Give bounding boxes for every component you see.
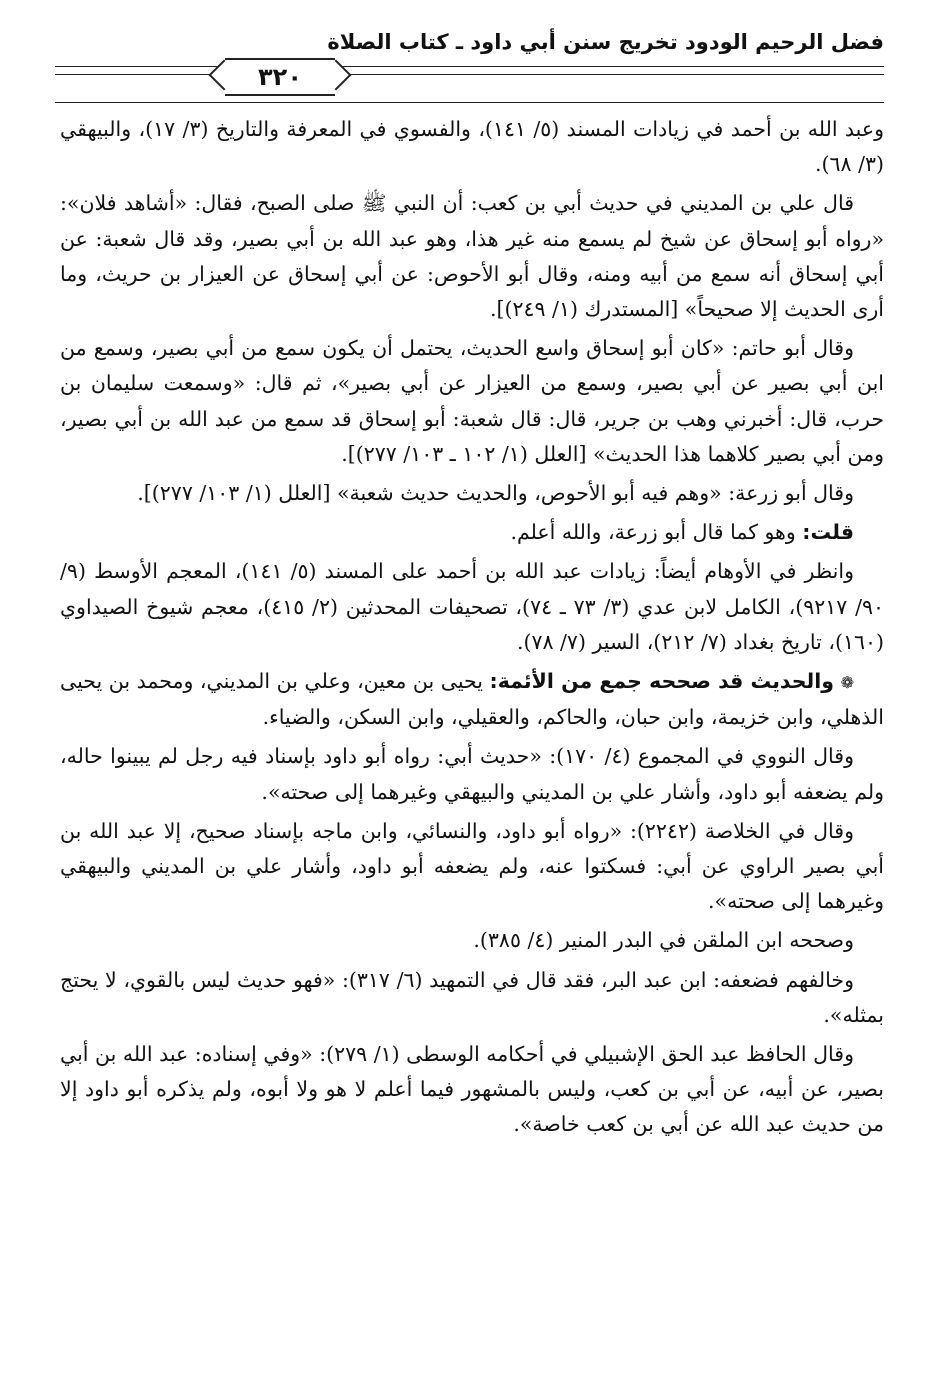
paragraph — [60, 1037, 884, 1143]
paragraph — [60, 664, 884, 735]
paragraph — [60, 923, 884, 958]
page-number: ٣٢٠ — [258, 63, 302, 91]
paragraph-text: وقال في الخلاصة (٢٢٤٢): «رواه أبو داود، والنسائي، وابن ماجه بإسناد صحيح، إلا عبد الله بن أبي بصير الراوي عن أبي: فسكتوا عنه، ولم يضعفه أبو داود، وأشار علي بن المديني والبيهقي وغيرهما إلى صحته». — [60, 818, 884, 914]
body-text — [60, 112, 884, 1147]
paragraph — [60, 476, 884, 511]
paragraph-lead: قلت: — [802, 520, 854, 545]
paragraph — [60, 814, 884, 920]
paragraph — [60, 739, 884, 809]
header-rule — [55, 74, 884, 75]
paragraph-text: وقال النووي في المجموع (٤/ ١٧٠): «حديث أبي: رواه أبو داود بإسناد فيه رجل لم يبينوا حاله، ولم يضعفه أبو داود، وأشار علي بن المديني والبيهقي وغيرهما إلى صحته». — [60, 744, 884, 804]
paragraph-text: وقال الحافظ عبد الحق الإشبيلي في أحكامه الوسطى (١/ ٢٧٩): «وفي إسناده: عبد الله بن أبي بصير، عن أبيه، عن أبي بن كعب، وليس بالمشهور فيما أعلم لا هو ولا أبوه، ولم يذكره أبو داود إلا من حديث عبد الله عن أبي بن كعب خاصة». — [60, 1042, 884, 1137]
paragraph — [60, 963, 884, 1033]
page-number-frame — [225, 58, 335, 96]
paragraph — [60, 331, 884, 472]
flower-bullet-icon: ❁ — [840, 673, 854, 693]
paragraph — [60, 554, 884, 660]
running-header — [55, 22, 884, 102]
paragraph-text: وعبد الله بن أحمد في زيادات المسند (٥/ ١٤١)، والفسوي في المعرفة والتاريخ (٣/ ١٧)، والبيهقي (٣/ ٦٨). — [60, 117, 884, 177]
paragraph — [60, 515, 884, 550]
paragraph — [60, 186, 884, 327]
paragraph-text: وقال أبو زرعة: «وهم فيه أبو الأحوص، والحديث حديث شعبة» [العلل (١/ ١٠٣/ ٢٧٧)]. — [137, 481, 854, 506]
paragraph-text: وخالفهم فضعفه: ابن عبد البر، فقد قال في التمهيد (٦/ ٣١٧): «فهو حديث ليس بالقوي، لا يحتج بمثله». — [60, 967, 884, 1027]
paragraph-text: وهو كما قال أبو زرعة، والله أعلم. — [510, 520, 803, 545]
paragraph-lead: والحديث قد صححه جمع من الأئمة: — [489, 669, 835, 694]
header-rule — [55, 66, 884, 67]
paragraph-text: وانظر في الأوهام أيضاً: زيادات عبد الله بن أحمد على المسند (٥/ ١٤١)، المعجم الأوسط (٩/ ٩٠/ ٩٢١٧)، الكامل لابن عدي (٣/ ٧٣ ـ ٧٤)، تصحيفات المحدثين (٢/ ٤١٥)، معجم شيوخ الصيداوي (١٦٠)، تاريخ بغداد (٧/ ٢١٢)، السير (٧/ ٧٨). — [60, 559, 885, 654]
paragraph-text: وقال أبو حاتم: «كان أبو إسحاق واسع الحديث، يحتمل أن يكون سمع من أبي بصير، وسمع من ابن أبي بصير عن أبي بصير، وسمع من العيزار عن أبي بصير»، ثم قال: «وسمعت سليمان بن حرب، قال: أخبرني وهب بن جرير، قال: قال شعبة: أبو إسحاق قد سمع من عبد الله بن أبي بصير، ومن أبي بصير كلاهما هذا الحديث» [العلل (١/ ١٠٢ ـ ١٠٣/ ٢٧٧)]. — [60, 336, 884, 466]
paragraph-text: قال علي بن المديني في حديث أبي بن كعب: أن النبي ﷺ صلى الصبح، فقال: «أشاهد فلان»: «رواه أبو إسحاق عن شيخ لم يسمع منه غير هذا، وهو عبد الله بن أبي بصير، وقد قال شعبة: عن أبي إسحاق أنه سمع من أبيه ومنه، وقال أبو الأحوص: عن أبي إسحاق عن العيزار بن حريث، وما أرى الحديث إلا صحيحاً» [المستدرك (١/ ٢٤٩)]. — [60, 191, 884, 322]
paragraph — [60, 112, 884, 182]
header-title: فضل الرحيم الودود تخريج سنن أبي داود ـ كتاب الصلاة — [327, 30, 884, 54]
paragraph-text: يحيى بن معين، وعلي بن المديني، ومحمد بن يحيى الذهلي، وابن خزيمة، وابن حبان، والحاكم، والعقيلي، وابن السكن، والضياء. — [60, 669, 884, 730]
paragraph-text: وصححه ابن الملقن في البدر المنير (٤/ ٣٨٥). — [473, 928, 854, 953]
header-rule — [55, 102, 884, 103]
